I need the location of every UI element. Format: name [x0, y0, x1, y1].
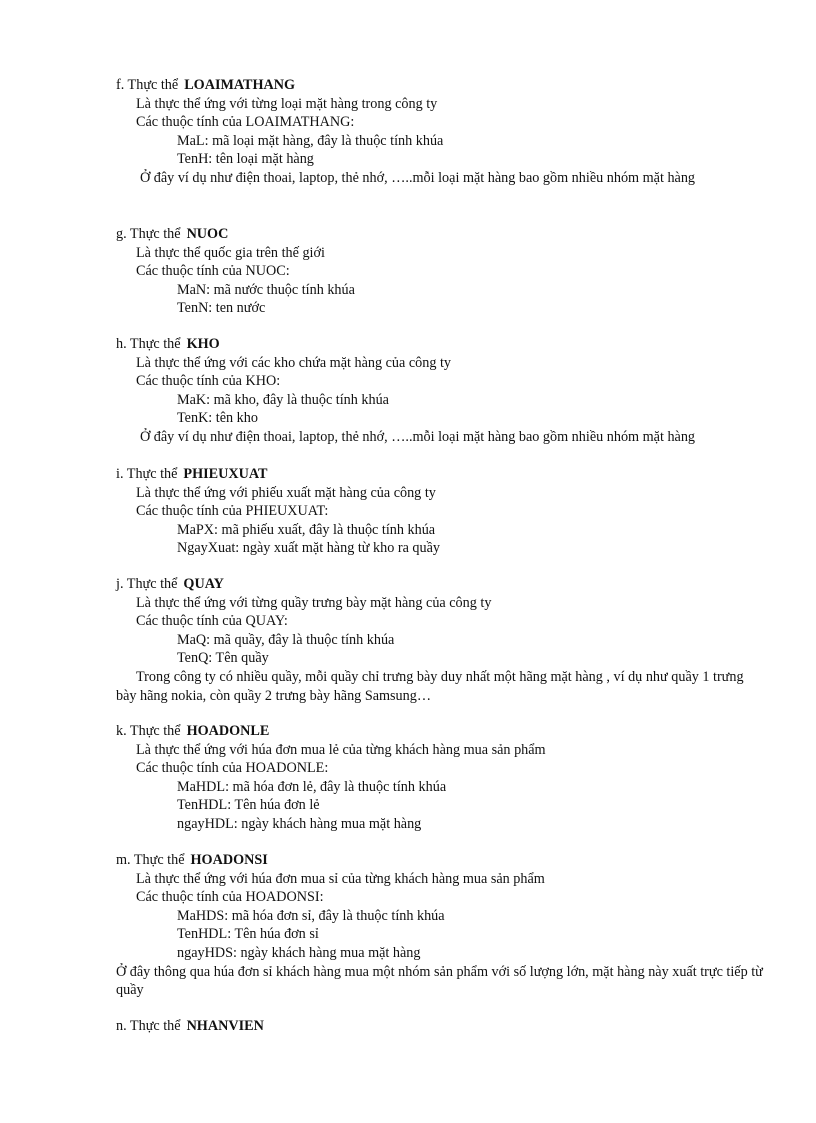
section-heading [116, 465, 766, 484]
attributes-title: Các thuộc tính của KHO: [136, 373, 281, 390]
attribute-item: TenHDL: Tên húa đơn lẻ [177, 797, 320, 814]
attribute-item: MaPX: mã phiếu xuất, đây là thuộc tính khúa [177, 521, 436, 538]
attribute-item: MaQ: mã quầy, đây là thuộc tính khúa [177, 631, 395, 648]
attributes-title: Các thuộc tính của NUOC: [136, 263, 290, 280]
heading-label: m. Thực thể [116, 852, 185, 868]
section-heading [116, 225, 766, 244]
entity-description: Là thực thể ứng với các kho chứa mặt hàng của công ty [136, 354, 451, 371]
section-hoadonle [116, 722, 766, 834]
section-note: Ở đây ví dụ như điện thoai, laptop, thẻ nhớ, …..mỗi loại mặt hàng bao gồm nhiều nhóm mặt hàng [140, 428, 696, 445]
section-phieuxuat [116, 465, 766, 558]
attributes-title: Các thuộc tính của QUAY: [136, 613, 288, 630]
entity-name: KHO [186, 336, 220, 352]
entity-name: PHIEUXUAT [183, 466, 268, 482]
section-quay [116, 575, 766, 705]
attribute-item: MaHDL: mã hóa đơn lẻ, đây là thuộc tính khúa [177, 778, 447, 795]
attribute-item: ngayHDS: ngày khách hàng mua mặt hàng [177, 944, 421, 961]
section-note: Ở đây thông qua húa đơn sỉ khách hàng mua một nhóm sản phẩm với số lượng lớn, mặt hàng này xuất trực tiếp từ quầy [116, 963, 763, 999]
entity-description: Là thực thể ứng với húa đơn mua sỉ của từng khách hàng mua sản phẩm [136, 870, 545, 887]
section-note: Trong công ty có nhiều quầy, mỗi quầy chỉ trưng bày duy nhất một hãng mặt hàng , ví dụ như quầy 1 trưng bày hãng nokia, còn quầy 2 trưng bày hãng Samsung… [116, 668, 744, 704]
heading-label: k. Thực thể [116, 723, 181, 739]
heading-label: g. Thực thể [116, 226, 181, 242]
attribute-item: MaHDS: mã hóa đơn sỉ, đây là thuộc tính khúa [177, 907, 445, 924]
heading-label: j. Thực thể [116, 576, 178, 592]
attribute-item: TenK: tên kho [177, 410, 258, 427]
entity-description: Là thực thể quốc gia trên thế giới [136, 244, 325, 261]
heading-label: h. Thực thể [116, 336, 181, 352]
attribute-item: NgayXuat: ngày xuất mặt hàng từ kho ra quầy [177, 540, 440, 557]
attributes-title: Các thuộc tính của PHIEUXUAT: [136, 503, 329, 520]
heading-label: n. Thực thể [116, 1018, 181, 1034]
attribute-item: ngayHDL: ngày khách hàng mua mặt hàng [177, 815, 422, 832]
attribute-item: MaN: mã nước thuộc tính khúa [177, 281, 355, 298]
section-kho [116, 335, 766, 447]
heading-label: f. Thực thể [116, 77, 179, 93]
entity-name: QUAY [183, 576, 224, 592]
entity-name: LOAIMATHANG [184, 77, 296, 93]
section-heading [116, 335, 766, 354]
attributes-title: Các thuộc tính của HOADONLE: [136, 760, 329, 777]
entity-name: HOADONSI [190, 852, 268, 868]
section-note: Ở đây ví dụ như điện thoai, laptop, thẻ nhớ, …..mỗi loại mặt hàng bao gồm nhiều nhóm mặt hàng [140, 169, 696, 186]
attribute-item: TenHDL: Tên húa đơn sỉ [177, 926, 319, 943]
entity-description: Là thực thể ứng với từng quầy trưng bày mặt hàng của công ty [136, 594, 492, 611]
section-heading [116, 722, 766, 741]
section-nhanvien [116, 1017, 766, 1036]
entity-description: Là thực thể ứng với phiếu xuất mặt hàng của công ty [136, 484, 436, 501]
attributes-title: Các thuộc tính của LOAIMATHANG: [136, 114, 355, 131]
section-hoadonsi [116, 851, 766, 1000]
attribute-item: TenN: ten nước [177, 300, 266, 317]
section-heading [116, 851, 766, 870]
section-heading [116, 76, 766, 95]
entity-name: HOADONLE [186, 723, 270, 739]
attribute-item: MaK: mã kho, đây là thuộc tính khúa [177, 391, 389, 408]
entity-name: NUOC [186, 226, 229, 242]
entity-description: Là thực thể ứng với từng loại mặt hàng trong công ty [136, 95, 438, 112]
attribute-item: MaL: mã loại mặt hàng, đây là thuộc tính khúa [177, 132, 444, 149]
heading-label: i. Thực thể [116, 466, 178, 482]
section-nuoc [116, 225, 766, 318]
section-heading [116, 575, 766, 594]
entity-name: NHANVIEN [186, 1018, 264, 1034]
section-heading [116, 1017, 766, 1036]
section-loaimathang [116, 76, 766, 188]
attributes-title: Các thuộc tính của HOADONSI: [136, 889, 324, 906]
attribute-item: TenH: tên loại mặt hàng [177, 151, 314, 168]
attribute-item: TenQ: Tên quầy [177, 650, 269, 667]
entity-description: Là thực thể ứng với húa đơn mua lẻ của từng khách hàng mua sản phẩm [136, 741, 546, 758]
